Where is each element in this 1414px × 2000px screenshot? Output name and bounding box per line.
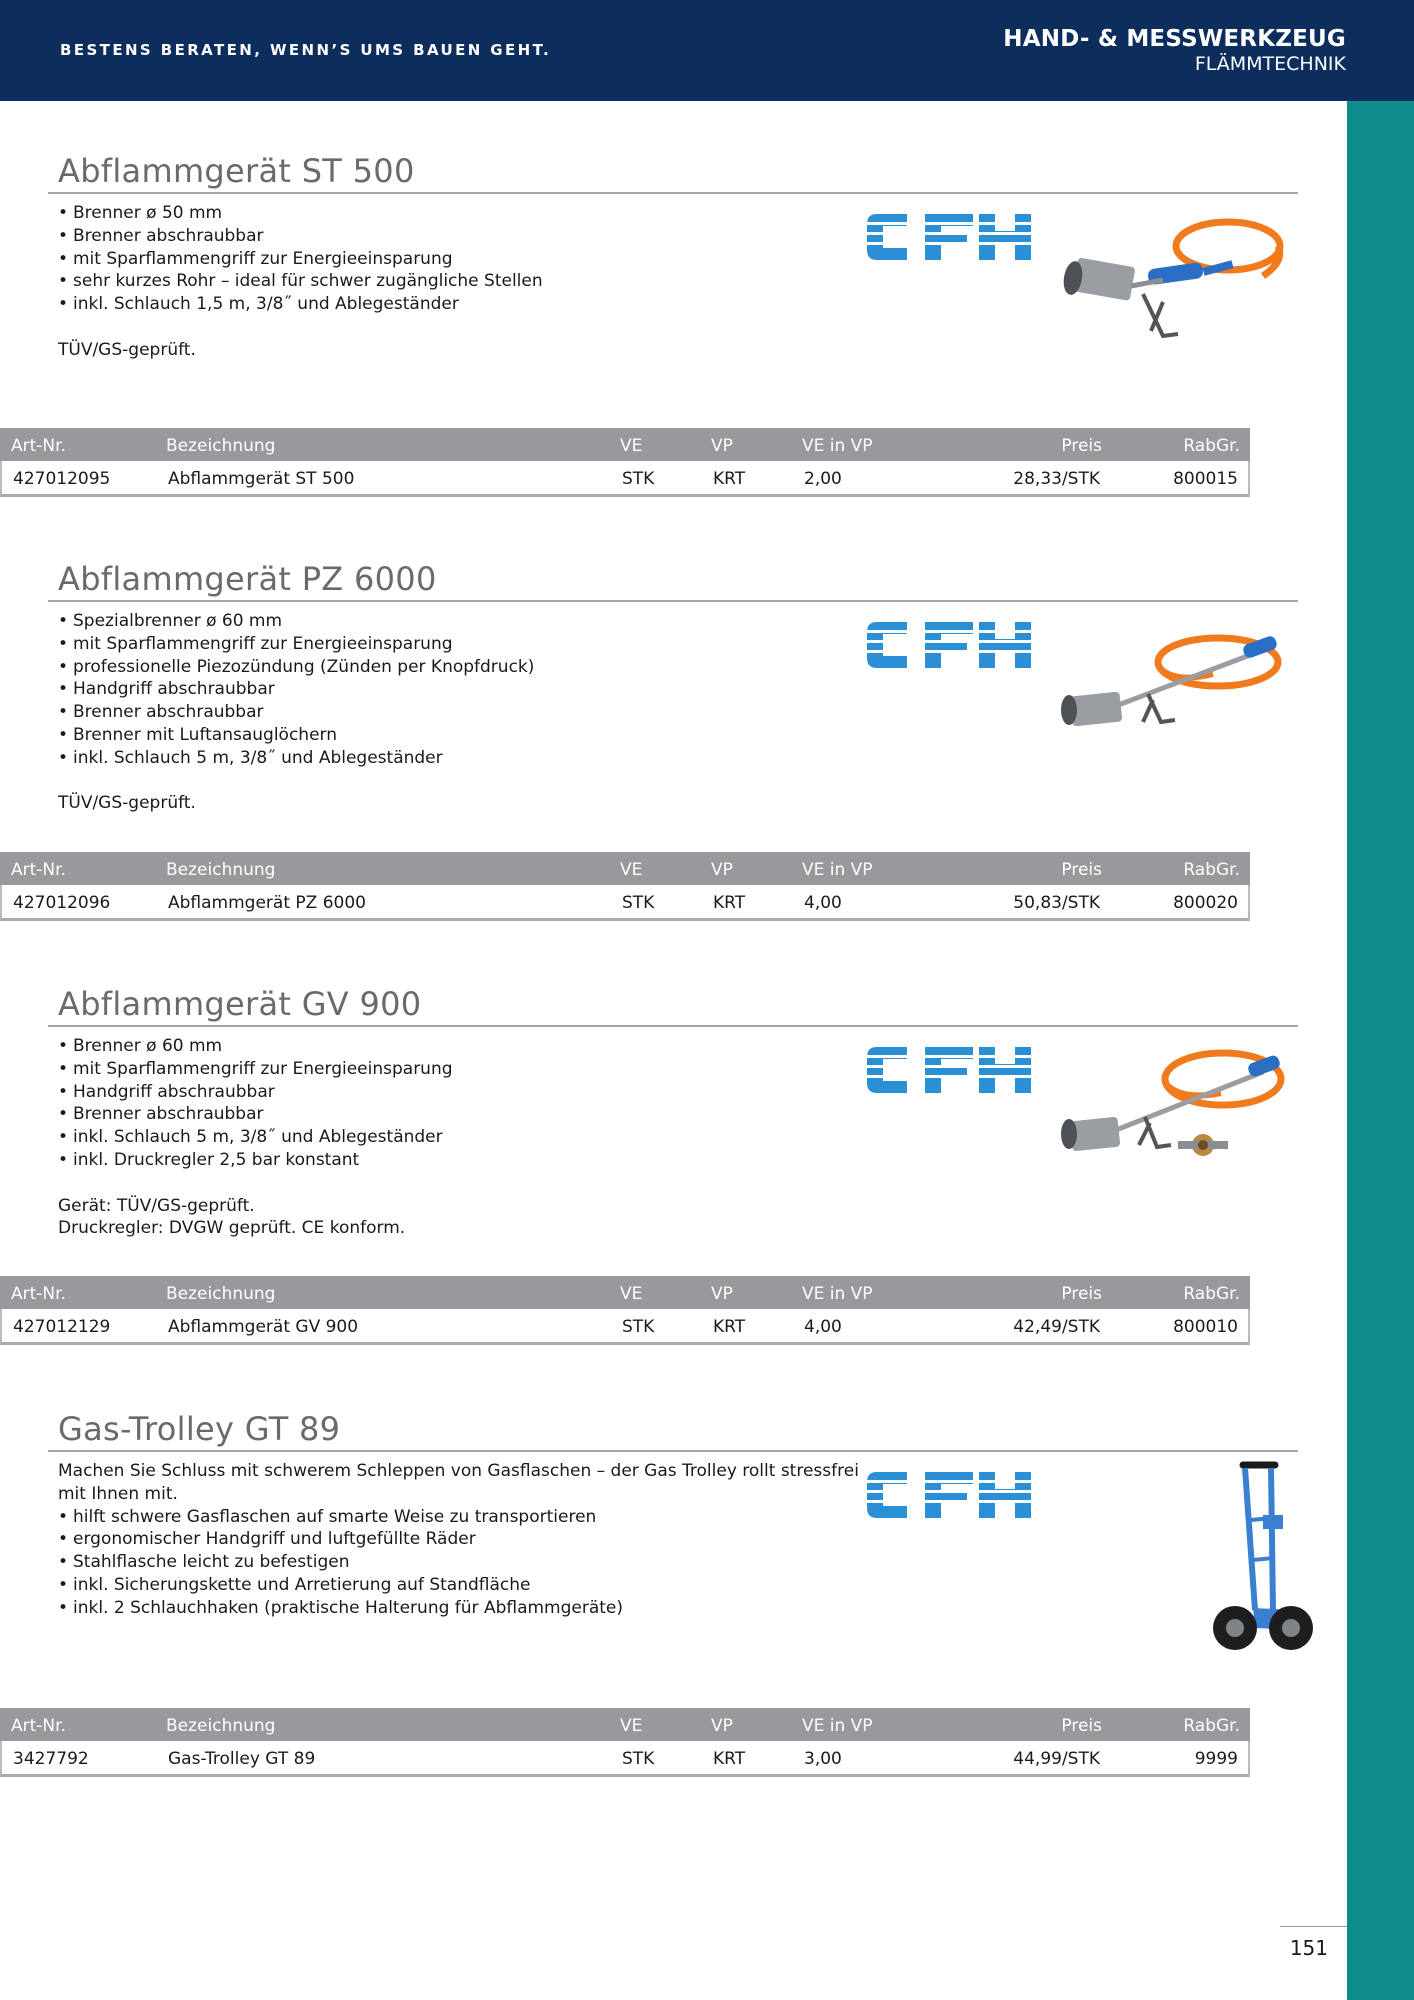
page-header bbox=[0, 0, 1414, 101]
cell-preis: 28,33/STK bbox=[1013, 469, 1100, 489]
feature-bullet: • Brenner abschraubbar bbox=[58, 225, 888, 248]
table-header-row bbox=[0, 1276, 1250, 1309]
cell-art-nr: 427012129 bbox=[13, 1317, 111, 1337]
cell-preis: 42,49/STK bbox=[1013, 1317, 1100, 1337]
col-ve-in-vp: VE in VP bbox=[802, 1716, 873, 1736]
certification-note: Gerät: TÜV/GS-geprüft. bbox=[58, 1195, 255, 1216]
feature-bullet: • inkl. Schlauch 5 m, 3/8˝ und Ablegeständer bbox=[58, 747, 888, 770]
product-description bbox=[58, 1035, 888, 1240]
cell-rabgr: 800015 bbox=[1173, 469, 1238, 489]
col-art-nr: Art-Nr. bbox=[11, 1716, 66, 1736]
cell-preis: 44,99/STK bbox=[1013, 1749, 1100, 1769]
feature-bullet: • Handgriff abschraubbar bbox=[58, 1081, 888, 1104]
article-table-st500 bbox=[0, 428, 1250, 497]
cfh-logo bbox=[863, 1039, 1035, 1101]
cell-ve-in-vp: 3,00 bbox=[804, 1749, 842, 1769]
gas-burner-long-icon bbox=[1053, 622, 1288, 756]
cell-vp: KRT bbox=[713, 1749, 746, 1769]
col-art-nr: Art-Nr. bbox=[11, 1284, 66, 1304]
cell-ve: STK bbox=[622, 1749, 655, 1769]
certification-note: TÜV/GS-geprüft. bbox=[58, 339, 196, 360]
col-bezeichnung: Bezeichnung bbox=[166, 1284, 276, 1304]
feature-bullet: • mit Sparflammengriff zur Energieeinsparung bbox=[58, 248, 888, 271]
certification-note: Druckregler: DVGW geprüft. CE konform. bbox=[58, 1218, 406, 1239]
col-rabgr: RabGr. bbox=[1183, 1284, 1240, 1304]
feature-bullet: • inkl. Schlauch 1,5 m, 3/8˝ und Ablegeständer bbox=[58, 293, 888, 316]
title-divider bbox=[48, 600, 1298, 602]
feature-bullet: • Brenner abschraubbar bbox=[58, 1103, 888, 1126]
header-tagline: BESTENS BERATEN, WENN’S UMS BAUEN GEHT. bbox=[60, 41, 552, 59]
feature-bullet: • hilft schwere Gasflaschen auf smarte Weise zu transportieren bbox=[58, 1506, 888, 1529]
page-number: 151 bbox=[1289, 1936, 1328, 1960]
article-table-gt89 bbox=[0, 1708, 1250, 1777]
cfh-logo bbox=[863, 1464, 1035, 1526]
col-vp: VP bbox=[711, 860, 733, 880]
col-preis: Preis bbox=[1061, 1716, 1102, 1736]
gas-burner-regulator-icon bbox=[1053, 1037, 1288, 1176]
feature-bullet: • Brenner abschraubbar bbox=[58, 701, 888, 724]
cell-ve-in-vp: 4,00 bbox=[804, 1317, 842, 1337]
product-title: Abflammgerät PZ 6000 bbox=[58, 560, 437, 598]
product-description bbox=[58, 1460, 888, 1620]
col-preis: Preis bbox=[1061, 436, 1102, 456]
cell-vp: KRT bbox=[713, 1317, 746, 1337]
col-ve: VE bbox=[620, 860, 643, 880]
cell-ve-in-vp: 2,00 bbox=[804, 469, 842, 489]
cell-ve: STK bbox=[622, 893, 655, 913]
cell-bezeichnung: Abflammgerät GV 900 bbox=[168, 1317, 359, 1337]
cell-preis: 50,83/STK bbox=[1013, 893, 1100, 913]
feature-bullet: • inkl. Druckregler 2,5 bar konstant bbox=[58, 1149, 888, 1172]
col-ve-in-vp: VE in VP bbox=[802, 436, 873, 456]
gas-trolley-icon bbox=[1203, 1460, 1323, 1669]
title-divider bbox=[48, 1450, 1298, 1452]
cell-rabgr: 800020 bbox=[1173, 893, 1238, 913]
table-row bbox=[0, 1741, 1250, 1777]
cell-art-nr: 427012095 bbox=[13, 469, 111, 489]
col-rabgr: RabGr. bbox=[1183, 860, 1240, 880]
cell-ve: STK bbox=[622, 1317, 655, 1337]
feature-bullet: • Handgriff abschraubbar bbox=[58, 678, 888, 701]
cell-vp: KRT bbox=[713, 469, 746, 489]
category-subtitle: FLÄMMTECHNIK bbox=[1194, 53, 1346, 75]
feature-bullet: • professionelle Piezozündung (Zünden per Knopfdruck) bbox=[58, 656, 888, 679]
col-art-nr: Art-Nr. bbox=[11, 436, 66, 456]
product-description bbox=[58, 202, 888, 362]
col-bezeichnung: Bezeichnung bbox=[166, 436, 276, 456]
side-color-bar bbox=[1347, 101, 1414, 2000]
feature-bullet: • sehr kurzes Rohr – ideal für schwer zugängliche Stellen bbox=[58, 270, 888, 293]
product-section-pz6000 bbox=[48, 560, 1298, 830]
cell-ve-in-vp: 4,00 bbox=[804, 893, 842, 913]
col-ve-in-vp: VE in VP bbox=[802, 860, 873, 880]
title-divider bbox=[48, 192, 1298, 194]
col-bezeichnung: Bezeichnung bbox=[166, 860, 276, 880]
cell-rabgr: 9999 bbox=[1194, 1749, 1238, 1769]
article-table-gv900 bbox=[0, 1276, 1250, 1345]
cell-bezeichnung: Gas-Trolley GT 89 bbox=[168, 1749, 316, 1769]
article-table-pz6000 bbox=[0, 852, 1250, 921]
feature-bullet: • Brenner ø 50 mm bbox=[58, 202, 888, 225]
col-ve: VE bbox=[620, 436, 643, 456]
feature-bullet: • inkl. Sicherungskette und Arretierung auf Standfläche bbox=[58, 1574, 888, 1597]
table-row bbox=[0, 885, 1250, 921]
table-row bbox=[0, 461, 1250, 497]
table-row bbox=[0, 1309, 1250, 1345]
table-header-row bbox=[0, 1708, 1250, 1741]
title-divider bbox=[48, 1025, 1298, 1027]
col-preis: Preis bbox=[1061, 1284, 1102, 1304]
col-vp: VP bbox=[711, 436, 733, 456]
product-intro: Machen Sie Schluss mit schwerem Schleppen von Gasflaschen – der Gas Trolley rollt stressfrei mit Ihnen mit. bbox=[58, 1461, 859, 1504]
table-header-row bbox=[0, 428, 1250, 461]
col-vp: VP bbox=[711, 1284, 733, 1304]
feature-bullet: • inkl. Schlauch 5 m, 3/8˝ und Ablegeständer bbox=[58, 1126, 888, 1149]
col-ve: VE bbox=[620, 1284, 643, 1304]
feature-bullet: • Stahlflasche leicht zu befestigen bbox=[58, 1551, 888, 1574]
col-rabgr: RabGr. bbox=[1183, 436, 1240, 456]
category-title: HAND- & MESSWERKZEUG bbox=[1003, 26, 1346, 52]
page-number-rule bbox=[1280, 1926, 1347, 1927]
col-art-nr: Art-Nr. bbox=[11, 860, 66, 880]
feature-bullet: • mit Sparflammengriff zur Energieeinsparung bbox=[58, 1058, 888, 1081]
feature-bullet: • inkl. 2 Schlauchhaken (praktische Halterung für Abflammgeräte) bbox=[58, 1597, 888, 1620]
cell-rabgr: 800010 bbox=[1173, 1317, 1238, 1337]
table-header-row bbox=[0, 852, 1250, 885]
feature-bullet: • mit Sparflammengriff zur Energieeinsparung bbox=[58, 633, 888, 656]
cell-art-nr: 3427792 bbox=[13, 1749, 89, 1769]
col-ve: VE bbox=[620, 1716, 643, 1736]
col-preis: Preis bbox=[1061, 860, 1102, 880]
feature-bullet: • ergonomischer Handgriff und luftgefüllte Räder bbox=[58, 1528, 888, 1551]
product-title: Abflammgerät GV 900 bbox=[58, 985, 422, 1023]
feature-bullet: • Brenner ø 60 mm bbox=[58, 1035, 888, 1058]
cfh-logo bbox=[863, 614, 1035, 676]
cell-ve: STK bbox=[622, 469, 655, 489]
cell-art-nr: 427012096 bbox=[13, 893, 111, 913]
feature-bullet: • Brenner mit Luftansauglöchern bbox=[58, 724, 888, 747]
cell-vp: KRT bbox=[713, 893, 746, 913]
product-section-gt89 bbox=[48, 1410, 1298, 1700]
col-bezeichnung: Bezeichnung bbox=[166, 1716, 276, 1736]
col-ve-in-vp: VE in VP bbox=[802, 1284, 873, 1304]
product-title: Gas-Trolley GT 89 bbox=[58, 1410, 341, 1448]
feature-bullet: • Spezialbrenner ø 60 mm bbox=[58, 610, 888, 633]
col-rabgr: RabGr. bbox=[1183, 1716, 1240, 1736]
gas-burner-short-icon bbox=[1053, 206, 1288, 360]
col-vp: VP bbox=[711, 1716, 733, 1736]
product-section-gv900 bbox=[48, 985, 1298, 1255]
product-description bbox=[58, 610, 888, 815]
certification-note: TÜV/GS-geprüft. bbox=[58, 793, 196, 814]
cell-bezeichnung: Abflammgerät PZ 6000 bbox=[168, 893, 366, 913]
product-title: Abflammgerät ST 500 bbox=[58, 152, 415, 190]
cfh-logo bbox=[863, 206, 1035, 268]
cell-bezeichnung: Abflammgerät ST 500 bbox=[168, 469, 355, 489]
